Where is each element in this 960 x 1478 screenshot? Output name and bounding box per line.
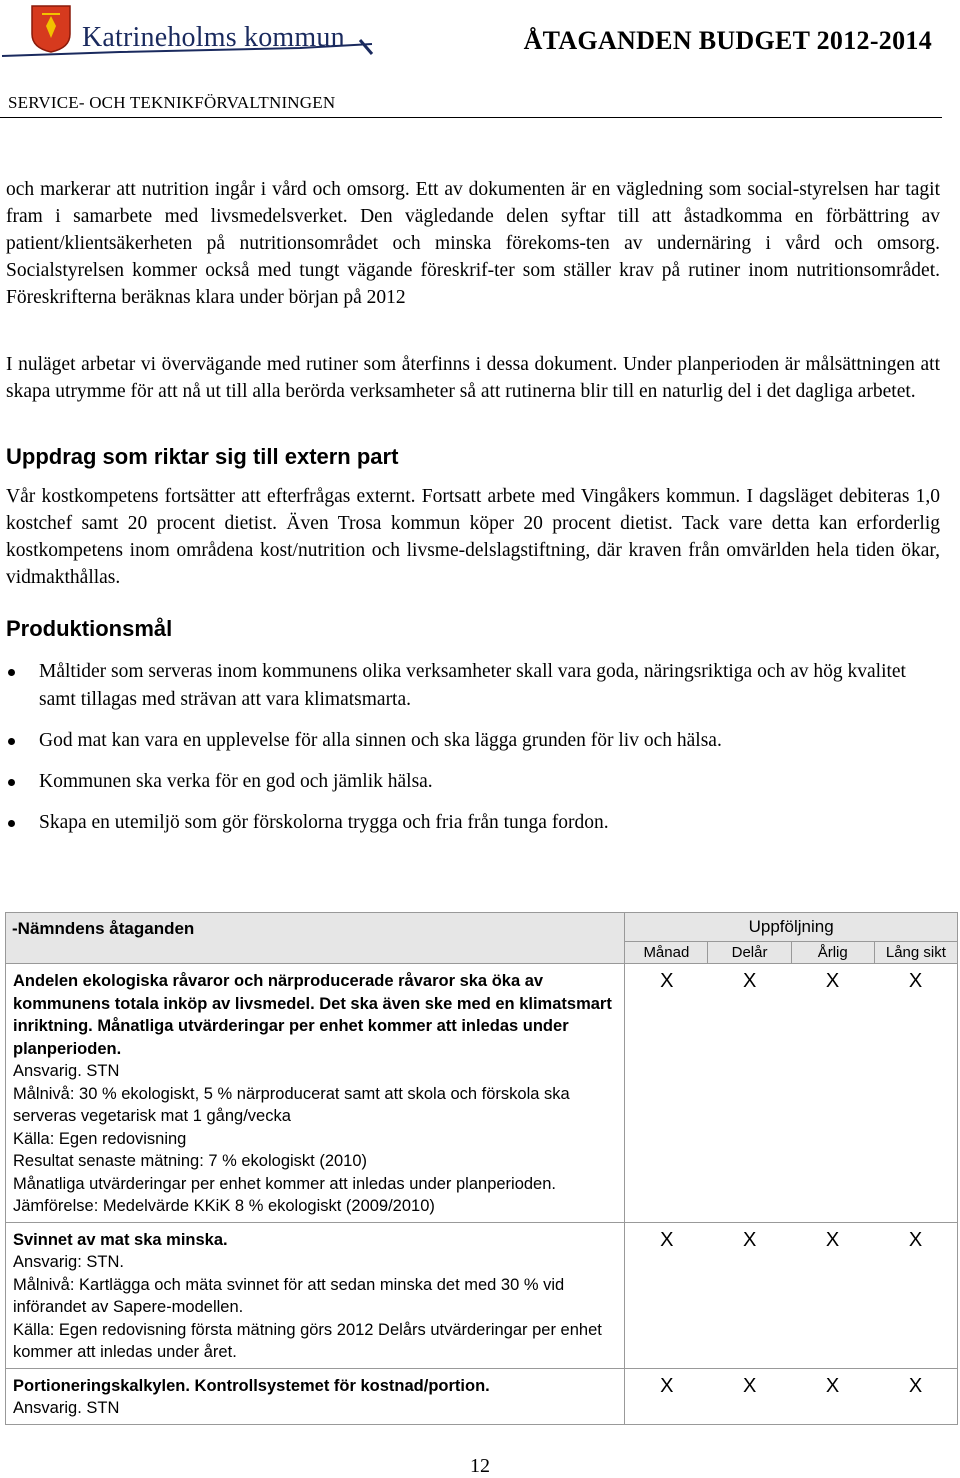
mark: X <box>825 1228 840 1251</box>
table-row <box>6 964 958 1223</box>
commitment-detail: Ansvarig: STN. <box>13 1253 124 1271</box>
mark: X <box>825 970 840 992</box>
commitment-detail: Källa: Egen redovisning <box>13 1129 187 1148</box>
mark: X <box>743 1374 757 1397</box>
column-header: Årlig <box>791 942 874 963</box>
commitment-detail: Målnivå: 30 % ekologiskt, 5 % närproducerat samt att skola och förskola ska serveras vegetarisk mat 1 gång/vecka <box>13 1084 570 1125</box>
commitment-detail: Målnivå: Kartlägga och mäta svinnet för att sedan minska det med 30 % vid införandet av Sapere-modellen. <box>13 1275 565 1316</box>
bullet-icon <box>8 738 15 745</box>
column-header: Månad <box>643 944 690 961</box>
list-item <box>6 809 940 837</box>
header-label: -Nämndens åtaganden <box>12 919 195 938</box>
mark: X <box>660 1228 674 1251</box>
list-item <box>6 768 940 796</box>
column-header: Delår <box>707 942 790 963</box>
goal-list <box>6 658 940 850</box>
commitment-detail: Månatliga utvärderingar per enhet kommer att inledas under planperioden. <box>13 1174 556 1193</box>
list-item-text: Måltider som serveras inom kommunens olika verksamheter skall vara goda, näringsriktiga och av hög kvalitet samt tillagas med strävan att vara klimatsmarta. <box>39 661 906 710</box>
coat-of-arms-logo <box>30 4 72 54</box>
commitment-title: Andelen ekologiska råvaror och närproducerade råvaror ska öka av kommunens totala inköp av livsmedel. Det ska även ske med en klimatsmart inriktning. Månatliga utvärderingar per enhet kommer att inledas under planperioden. <box>13 972 612 1058</box>
mark: X <box>660 970 674 992</box>
header-label: Uppföljning <box>748 917 834 936</box>
followup-marks <box>625 964 957 993</box>
page-number: 12 <box>470 1455 490 1477</box>
followup-marks <box>625 1223 957 1252</box>
mark: X <box>908 1228 923 1251</box>
page-header <box>0 0 960 122</box>
mark: X <box>825 1374 840 1397</box>
followup-cell <box>625 1368 958 1424</box>
header-divider <box>0 117 942 118</box>
commitment-detail: Källa: Egen redovisning första mätning görs 2012 Delårs utvärderingar per enhet kommer att inledas under året. <box>13 1320 602 1361</box>
table-header-commitments <box>6 913 625 964</box>
section-heading: Uppdrag som riktar sig till extern part <box>6 444 399 469</box>
column-header: Lång sikt <box>874 942 957 963</box>
organization-name: Katrineholms kommun <box>82 22 345 53</box>
section-heading: Produktionsmål <box>6 616 173 641</box>
table-row <box>6 1222 958 1368</box>
table-header-row <box>6 913 958 964</box>
bullet-icon <box>8 820 15 827</box>
commitment-title: Portioneringskalkylen. Kontrollsystemet för kostnad/portion. <box>13 1376 490 1395</box>
paragraph: och markerar att nutrition ingår i vård och omsorg. Ett av dokumenten är en vägledning som social-styrelsen har tagit fram i samarbete med livsmedelsverket. Den vägledande delen syftar till att åstadkomma en förbättring av patient/klientsäkerheten på nutritionsområdet och minska förekoms-ten av undernäring i vård och omsorg. Socialstyrelsen kommer också med tungt vägande föreskrif-ter som ställer krav på rutiner inom nutritionsområdet. Föreskrifterna beräknas klara under början på 2012 <box>6 179 940 308</box>
list-item-text: Kommunen ska verka för en god och jämlik hälsa. <box>39 771 433 792</box>
table-row <box>6 1368 958 1424</box>
bullet-icon <box>8 669 15 676</box>
list-item <box>6 727 940 755</box>
paragraph: I nuläget arbetar vi övervägande med rutiner som återfinns i dessa dokument. Under planperioden är målsättningen att skapa utrymme för att nå ut till alla berörda verksamheter så att rutinerna blir till en naturlig del i det dagliga arbetet. <box>6 354 940 402</box>
commitment-detail: Ansvarig. STN <box>13 1062 120 1080</box>
mark: X <box>660 1374 674 1397</box>
paragraph: Vår kostkompetens fortsätter att efterfrågas externt. Fortsatt arbete med Vingåkers kommun. I dagsläget debiteras 1,0 kostchef samt 20 procent dietist. Även Trosa kommun köper 20 procent dietist. Tack vare detta kan erforderlig kostkompetens inom områdena kost/nutrition och livsme-delslagstiftning, där kraven från omvärlden hela tiden ökar, vidmakthållas. <box>6 486 940 588</box>
mark: X <box>743 1228 757 1251</box>
followup-cell <box>625 964 958 1223</box>
commitment-cell <box>6 1222 625 1368</box>
list-item <box>6 658 940 714</box>
bullet-icon <box>8 779 15 786</box>
followup-marks <box>625 1369 957 1398</box>
commitment-detail: Ansvarig. STN <box>13 1399 120 1417</box>
department-name: SERVICE- OCH TEKNIKFÖRVALTNINGEN <box>8 93 336 112</box>
mark: X <box>743 970 757 992</box>
document-title: ÅTAGANDEN BUDGET 2012-2014 <box>523 26 932 55</box>
commitment-detail: Resultat senaste mätning: 7 % ekologiskt (2010) <box>13 1152 368 1170</box>
mark: X <box>908 1374 923 1397</box>
commitment-title: Svinnet av mat ska minska. <box>13 1230 228 1249</box>
commitment-cell <box>6 1368 625 1424</box>
list-item-text: God mat kan vara en upplevelse för alla sinnen och ska lägga grunden för liv och hälsa. <box>39 730 722 751</box>
commitment-detail: Jämförelse: Medelvärde KKiK 8 % ekologiskt (2009/2010) <box>13 1197 435 1215</box>
commitment-cell <box>6 964 625 1223</box>
followup-cell <box>625 1222 958 1368</box>
table-header-followup <box>625 913 958 964</box>
list-item-text: Skapa en utemiljö som gör förskolorna trygga och fria från tunga fordon. <box>39 812 609 833</box>
mark: X <box>908 970 923 992</box>
commitments-table <box>5 912 958 1425</box>
followup-columns <box>625 941 957 963</box>
